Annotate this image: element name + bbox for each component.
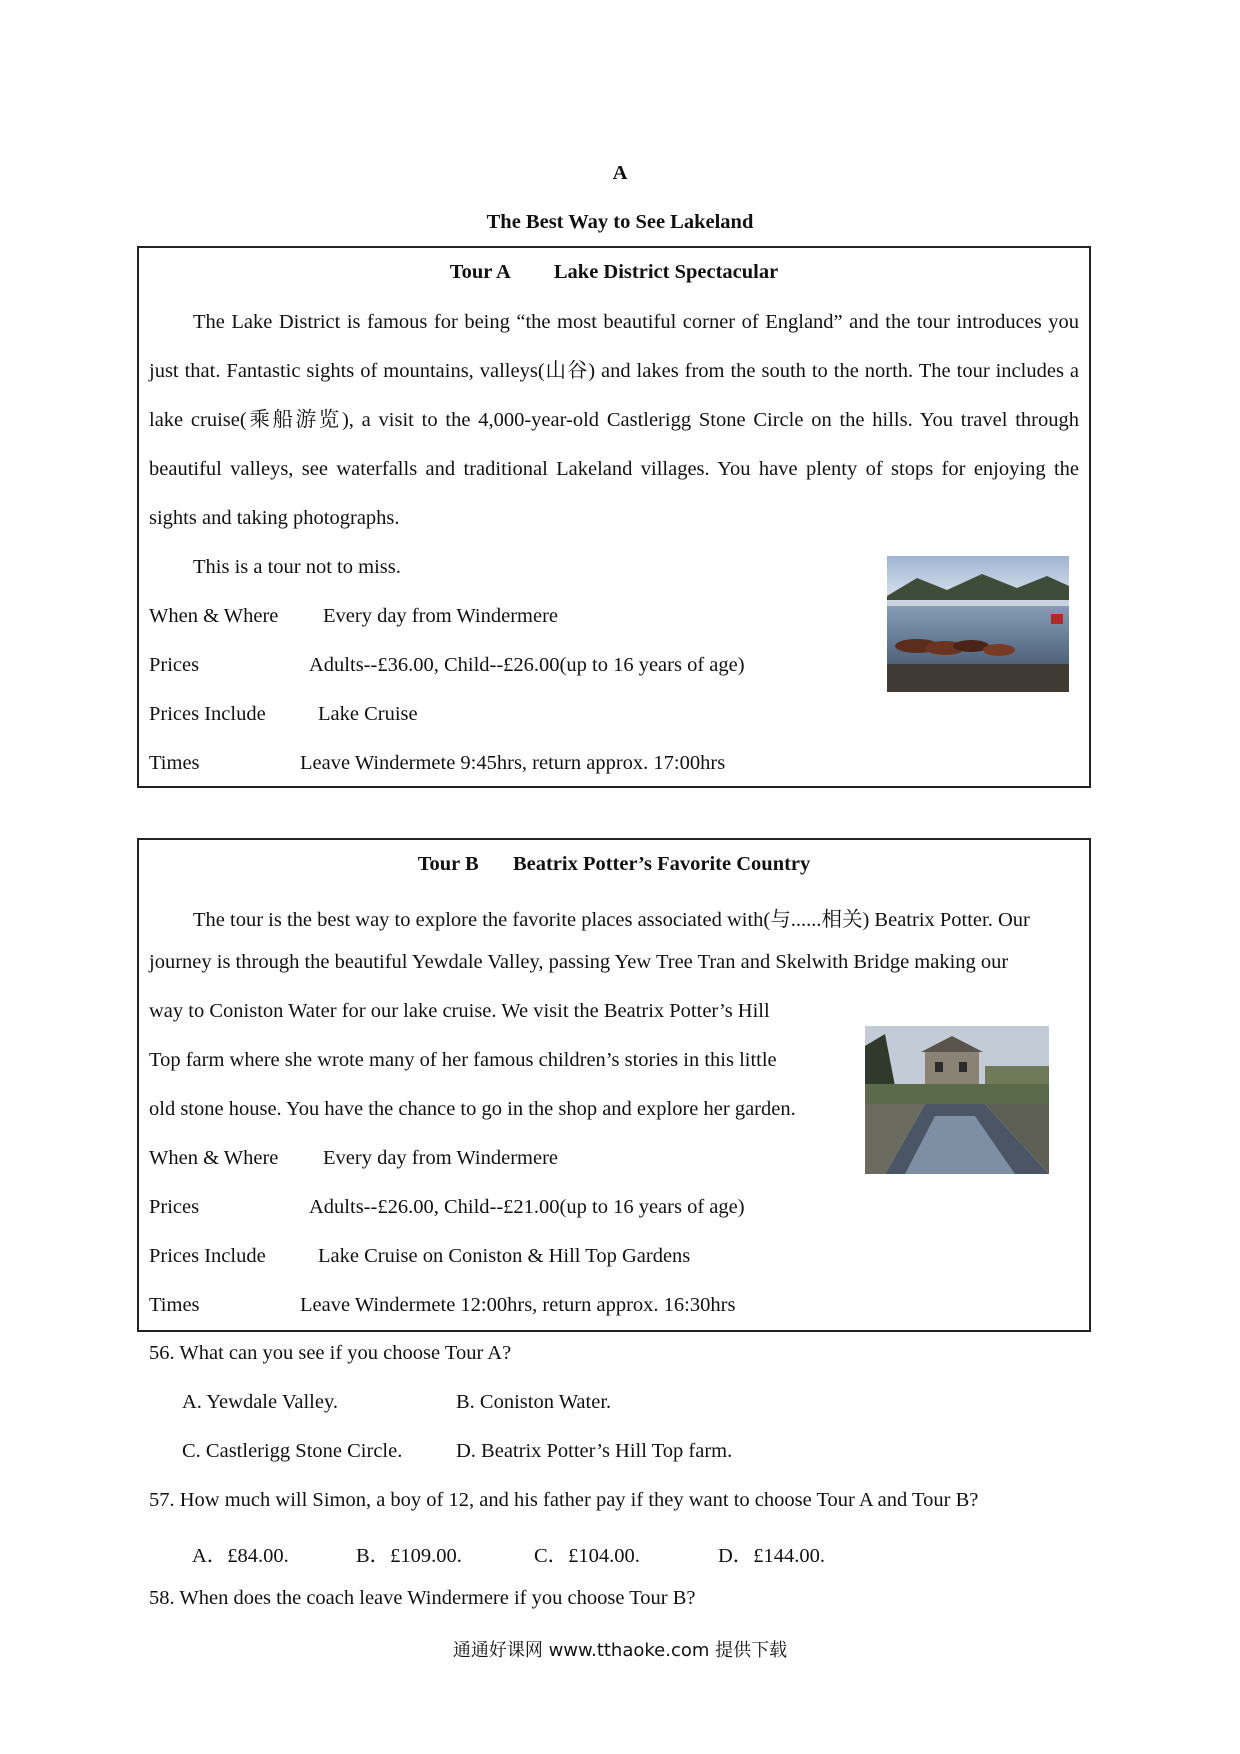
- tour-a-prices-value: Adults--£36.00, Child--£26.00(up to 16 years of age): [309, 654, 745, 676]
- stone-house-stream-photo: [865, 1026, 1049, 1174]
- q57-option-c[interactable]: C．£104.00.: [534, 1545, 640, 1567]
- q57-option-a[interactable]: A．£84.00.: [192, 1545, 289, 1567]
- tour-a-paragraph: The Lake District is famous for being “the most beautiful corner of England” and the tour introduces you just that. Fantastic sights of mountains, valleys(山谷) and lakes from the south to the north. The tour includes a lake cruise(乘船游览), a visit to the 4,000-year-old Castlerigg Stone Circle on the hills. You travel through beautiful valleys, see waterfalls and traditional Lakeland villages. You have plenty of stops for enjoying the sights and taking photographs.: [149, 311, 1079, 529]
- question-57: 57. How much will Simon, a boy of 12, and his father pay if they want to choose Tour A and Tour B?: [149, 1489, 979, 1511]
- tour-a-when-value: Every day from Windermere: [323, 605, 559, 627]
- tour-a-closing: This is a tour not to miss.: [193, 556, 401, 578]
- section-label: A: [612, 162, 628, 184]
- tour-b-prices-value: Adults--£26.00, Child--£21.00(up to 16 years of age): [309, 1196, 745, 1218]
- tour-a-prices-label: Prices: [149, 654, 200, 676]
- q57-option-d[interactable]: D．£144.00.: [718, 1545, 826, 1567]
- q56-option-b[interactable]: B. Coniston Water.: [456, 1391, 612, 1413]
- tour-a-include-value: Lake Cruise: [318, 703, 418, 725]
- q56-option-a[interactable]: A. Yewdale Valley.: [182, 1391, 339, 1413]
- q56-option-c[interactable]: C. Castlerigg Stone Circle.: [182, 1440, 403, 1462]
- page-footer: 通通好课网 www.tthaoke.com 提供下载: [452, 1640, 788, 1661]
- tour-b-when-label: When & Where: [149, 1147, 279, 1169]
- tour-b-line-1: The tour is the best way to explore the favorite places associated with(与......相关) Beatrix Potter. Our: [193, 909, 1030, 931]
- q57-option-b[interactable]: B．£109.00.: [356, 1545, 462, 1567]
- tour-a-times-value: Leave Windermete 9:45hrs, return approx. 17:00hrs: [300, 752, 726, 774]
- tour-b-line-5: old stone house. You have the chance to go in the shop and explore her garden.: [149, 1098, 796, 1120]
- tour-b-label: Tour B: [417, 853, 479, 875]
- lake-boats-photo: [887, 556, 1069, 692]
- tour-b-times-value: Leave Windermete 12:00hrs, return approx. 16:30hrs: [300, 1294, 736, 1316]
- question-58: 58. When does the coach leave Windermere if you choose Tour B?: [149, 1587, 696, 1609]
- tour-a-include-label: Prices Include: [149, 703, 266, 725]
- tour-a-name: Lake District Spectacular: [553, 261, 779, 283]
- page-title: The Best Way to See Lakeland: [486, 211, 754, 233]
- tour-a-when-label: When & Where: [149, 605, 279, 627]
- question-56: 56. What can you see if you choose Tour A?: [149, 1342, 512, 1364]
- tour-b-name: Beatrix Potter’s Favorite Country: [512, 853, 811, 875]
- tour-b-include-label: Prices Include: [149, 1245, 266, 1267]
- tour-b-line-2: journey is through the beautiful Yewdale Valley, passing Yew Tree Tran and Skelwith Bridge making our: [149, 951, 1009, 973]
- tour-b-line-4: Top farm where she wrote many of her famous children’s stories in this little: [149, 1049, 777, 1071]
- tour-b-prices-label: Prices: [149, 1196, 200, 1218]
- tour-b-heading: [137, 853, 1091, 876]
- tour-a-heading: [137, 261, 1091, 284]
- q56-option-d[interactable]: D. Beatrix Potter’s Hill Top farm.: [456, 1440, 733, 1462]
- tour-a-times-label: Times: [149, 752, 200, 774]
- tour-a-label: Tour A: [449, 261, 510, 283]
- tour-b-include-value: Lake Cruise on Coniston & Hill Top Gardens: [318, 1245, 691, 1267]
- tour-b-when-value: Every day from Windermere: [323, 1147, 559, 1169]
- tour-b-line-3: way to Coniston Water for our lake cruise. We visit the Beatrix Potter’s Hill: [149, 1000, 770, 1022]
- tour-b-times-label: Times: [149, 1294, 200, 1316]
